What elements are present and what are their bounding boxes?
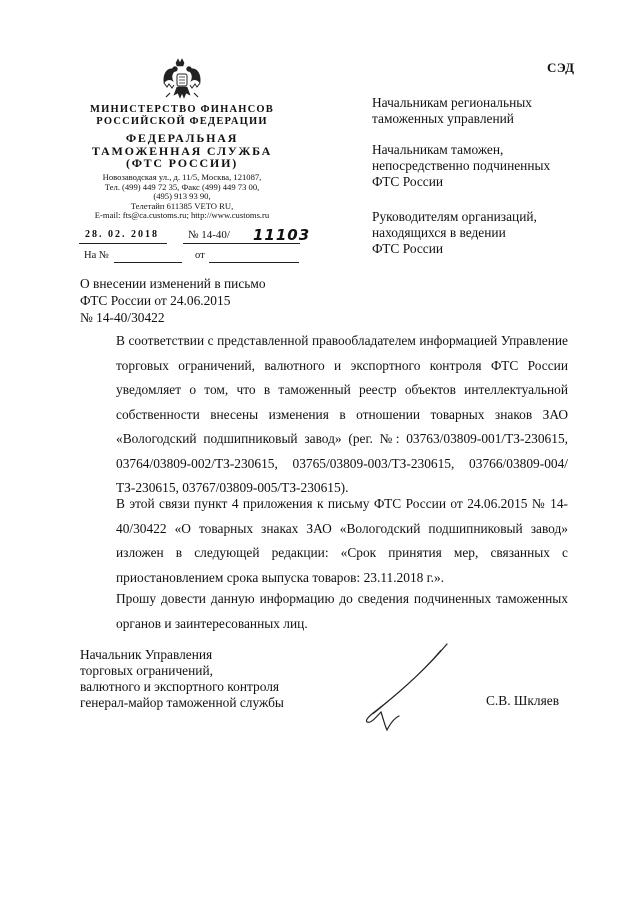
body-paragraph-1 — [80, 329, 568, 501]
paragraph-text: В соответствии с представленной правообладателем информацией Управление торговых ограничений, валютного и экспортного контроля ФТС России уведомляет о том, что в таможенный реестр объектов интеллектуальной собственности внесены изменения в отношении товарных знаков ЗАО «Вологодский подшипниковый завод» (рег. №: 03763/03809-001/ТЗ-230615, 03764/03809-002/ТЗ-230615, 03765/03809-003/ТЗ-230615, 03766/03809-004/ТЗ-230615, 03767/03809-005/ТЗ-230615). — [116, 333, 568, 495]
body-paragraph-2 — [80, 492, 568, 590]
ref-date-label: от — [195, 250, 205, 261]
handwritten-signature — [355, 640, 470, 735]
ref-number-label: На № — [84, 250, 109, 261]
ref-date-underline — [209, 262, 299, 263]
addressee-line: находящихся в ведении — [372, 225, 506, 240]
service-line-1: ФЕДЕРАЛЬНАЯ — [125, 131, 239, 145]
registration-date: 28. 02. 2018 — [85, 229, 159, 240]
number-underline — [183, 243, 300, 244]
ref-number-underline — [114, 262, 182, 263]
registration-line — [75, 226, 311, 244]
subject-line: ФТС России от 24.06.2015 — [80, 293, 231, 308]
ministry-line-1: МИНИСТЕРСТВО ФИНАНСОВ — [90, 104, 274, 115]
date-underline — [79, 243, 167, 244]
position-line: валютного и экспортного контроля — [80, 679, 280, 694]
addressee-line: Начальникам региональных — [372, 95, 532, 110]
signatory-name: С.В. Шкляев — [486, 693, 560, 708]
subject-line: № 14-40/30422 — [80, 310, 165, 325]
addressee-line: ФТС России — [372, 241, 444, 256]
service-line-3: (ФТС РОССИИ) — [125, 156, 238, 170]
addressee-line: ФТС России — [372, 174, 444, 189]
contact-address: Новозаводская ул., д. 11/5, Москва, 121087, — [102, 172, 262, 182]
registration-number-prefix: № 14-40/ — [188, 229, 230, 241]
position-line: генерал-майор таможенной службы — [80, 695, 284, 710]
addressee-line: таможенных управлений — [372, 111, 514, 126]
addressee-line: непосредственно подчиненных — [372, 158, 551, 173]
addressee-line: Начальникам таможен, — [372, 142, 504, 157]
addressee-customs-heads — [372, 142, 622, 190]
reference-line — [84, 250, 300, 264]
service-line-2: ТАМОЖЕННАЯ СЛУЖБА — [91, 143, 273, 158]
addressee-regional-administrations — [372, 95, 622, 127]
subject-line: О внесении изменений в письмо — [80, 276, 266, 291]
registration-number-handwritten: 11103 — [253, 226, 311, 244]
contact-phone: Тел. (499) 449 72 35, Факс (499) 449 73 00, — [104, 181, 260, 192]
paragraph-text: Прошу довести данную информацию до сведения подчиненных таможенных органов и заинтересованных лиц. — [116, 591, 568, 631]
contact-email: E-mail: fts@ca.customs.ru; http://www.customs.ru — [94, 210, 270, 220]
position-line: Начальник Управления — [80, 647, 213, 662]
coat-of-arms-icon — [160, 57, 204, 105]
document-mark: СЭД — [547, 60, 575, 75]
letter-subject — [80, 275, 340, 326]
signatory-position — [80, 647, 284, 711]
ministry-line-2: РОССИЙСКОЙ ФЕДЕРАЦИИ — [96, 115, 268, 127]
position-line: торговых ограничений, — [80, 663, 213, 678]
contact-teletype: Телетайп 611385 VETO RU, — [130, 200, 234, 211]
paragraph-text: В этой связи пункт 4 приложения к письму ФТС России от 24.06.2015 № 14-40/30422 «О товарных знаках ЗАО «Вологодский подшипниковый завод» изложен в следующей редакции: «Срок принятия мер, связанных с приостановлением срока выпуска товаров: 23.11.2018 г.». — [116, 496, 568, 585]
body-paragraph-3 — [80, 587, 568, 636]
addressee-line: Руководителям организаций, — [372, 209, 537, 224]
contact-info — [70, 173, 294, 221]
addressee-organization-heads — [372, 209, 622, 257]
organization-header — [70, 104, 294, 170]
contact-phone-2: (495) 913 93 90, — [153, 191, 211, 201]
